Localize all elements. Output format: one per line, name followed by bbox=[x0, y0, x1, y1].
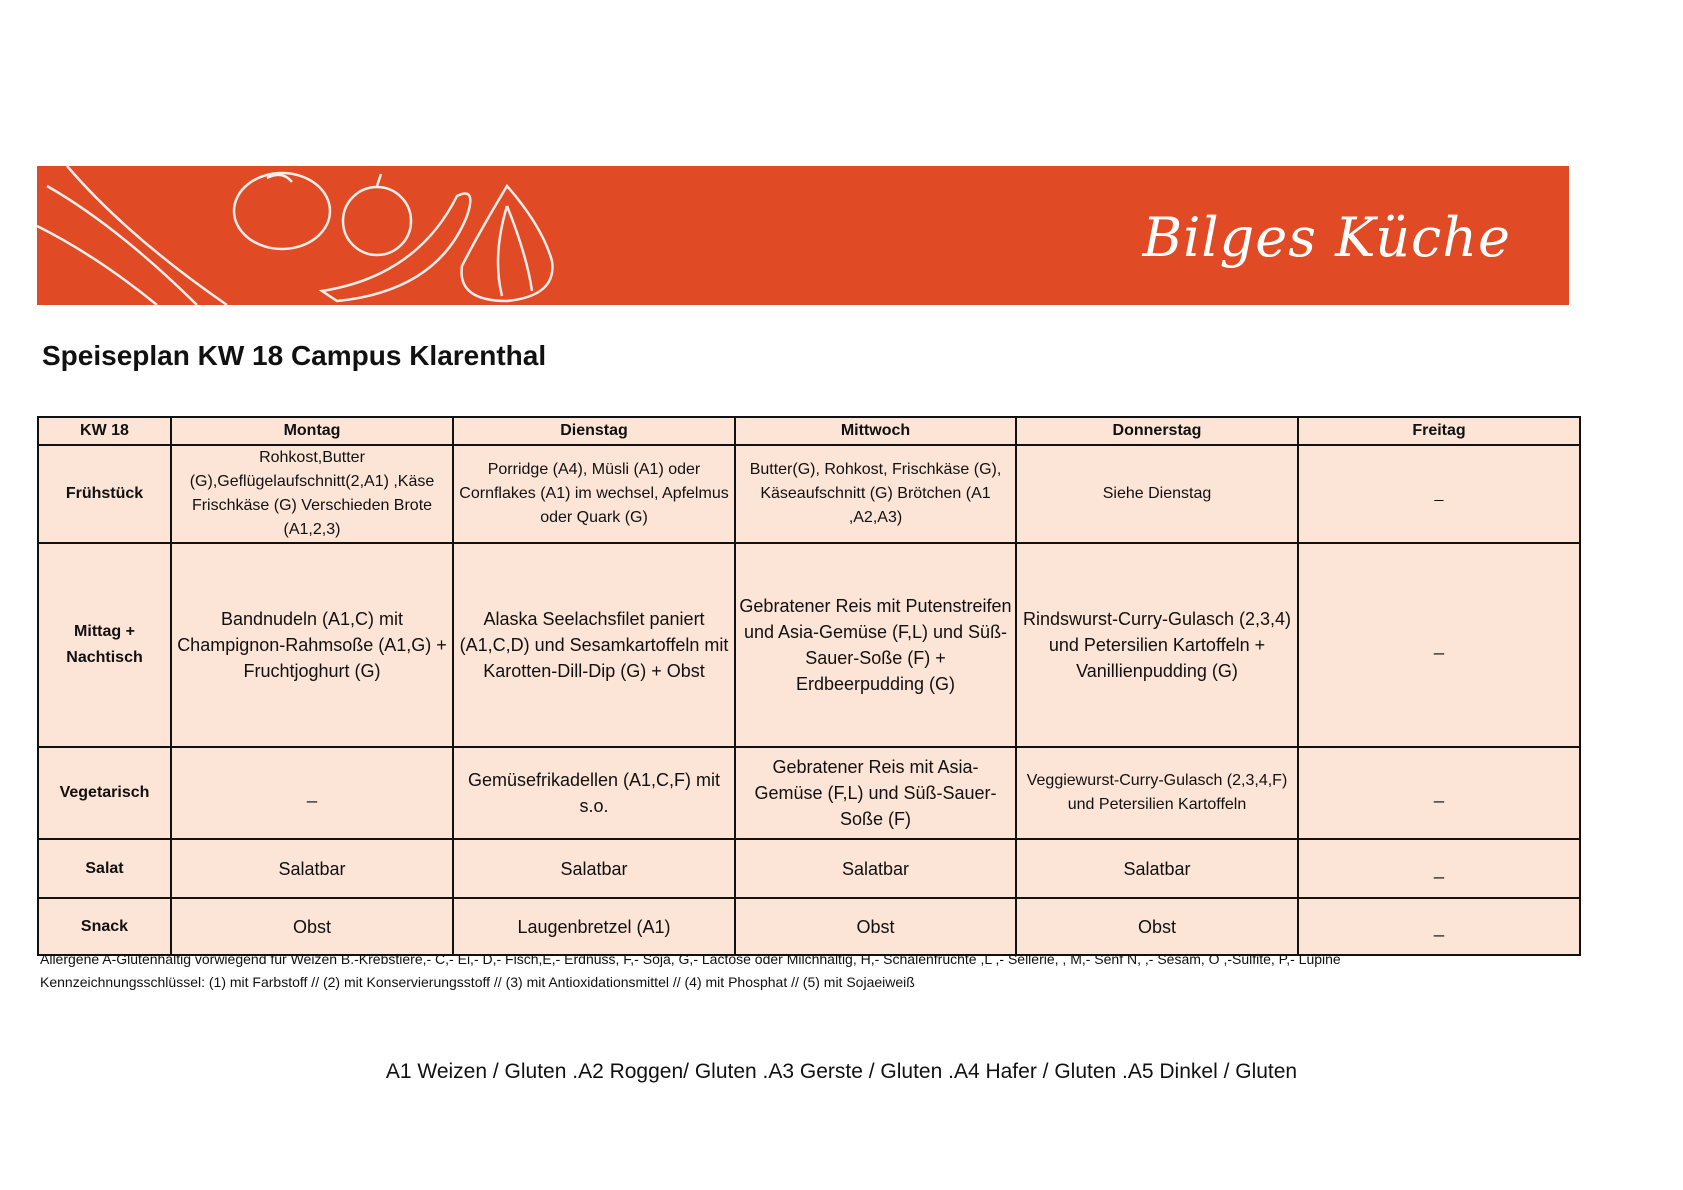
row-label: Frühstück bbox=[38, 445, 171, 543]
table-cell: _ bbox=[1298, 839, 1580, 898]
table-cell: Porridge (A4), Müsli (A1) oder Cornflakes (A1) im wechsel, Apfelmus oder Quark (G) bbox=[453, 445, 735, 543]
table-cell: Salatbar bbox=[171, 839, 453, 898]
table-cell: _ bbox=[1298, 747, 1580, 839]
header-montag: Montag bbox=[171, 417, 453, 445]
table-row bbox=[38, 445, 1580, 543]
gluten-legend: A1 Weizen / Gluten .A2 Roggen/ Gluten .A3 Gerste / Gluten .A4 Hafer / Gluten .A5 Dinkel / Gluten bbox=[385, 1060, 1298, 1083]
table-cell: Obst bbox=[1016, 898, 1298, 955]
table-cell: _ bbox=[1298, 898, 1580, 955]
header-donnerstag: Donnerstag bbox=[1016, 417, 1298, 445]
table-row bbox=[38, 543, 1580, 747]
table-cell: Obst bbox=[735, 898, 1016, 955]
table-cell: Gemüsefrikadellen (A1,C,F) mit s.o. bbox=[453, 747, 735, 839]
header-mittwoch: Mittwoch bbox=[735, 417, 1016, 445]
table-cell: Rohkost,Butter (G),Geflügelaufschnitt(2,A1) ,Käse Frischkäse (G) Verschieden Brote (A1,2,3) bbox=[171, 445, 453, 543]
row-label: Mittag + Nachtisch bbox=[38, 543, 171, 747]
allergen-footnote: Allergene A-Glutenhaltig vorwiegend für Weizen B.-Krebstiere,- C,- Ei,- D,- Fisch,E,- Erdnuss, F,- Soja, G,- Lactose oder Milchhaltig, H,- Schalenfrüchte ,L ,- Sellerie, , M,- Senf N, ,- Sesam, O ,-Sulfite, P,- Lupine bbox=[40, 951, 1341, 967]
table-row bbox=[38, 747, 1580, 839]
additive-key-footnote: Kennzeichnungsschlüssel: (1) mit Farbstoff // (2) mit Konservierungsstoff // (3) mit Antioxidationsmittel // (4) mit Phosphat // (5) mit Sojaeiweiß bbox=[40, 974, 915, 990]
table-cell: Bandnudeln (A1,C) mit Champignon-Rahmsoße (A1,G) + Fruchtjoghurt (G) bbox=[171, 543, 453, 747]
table-cell: Siehe Dienstag bbox=[1016, 445, 1298, 543]
table-cell: Obst bbox=[171, 898, 453, 955]
table-row bbox=[38, 839, 1580, 898]
table-cell: Alaska Seelachsfilet paniert (A1,C,D) und Sesamkartoffeln mit Karotten-Dill-Dip (G) + Obst bbox=[453, 543, 735, 747]
page-title: Speiseplan KW 18 Campus Klarenthal bbox=[42, 340, 547, 371]
row-label: Snack bbox=[38, 898, 171, 955]
table-cell: Butter(G), Rohkost, Frischkäse (G), Käseaufschnitt (G) Brötchen (A1 ,A2,A3) bbox=[735, 445, 1016, 543]
row-label: Vegetarisch bbox=[38, 747, 171, 839]
brand-logo: Bilges Küche bbox=[1142, 206, 1511, 269]
table-header-row bbox=[38, 417, 1580, 445]
table-cell: Salatbar bbox=[1016, 839, 1298, 898]
table-row bbox=[38, 898, 1580, 955]
table-cell: Salatbar bbox=[453, 839, 735, 898]
table-cell: Gebratener Reis mit Asia-Gemüse (F,L) und Süß-Sauer-Soße (F) bbox=[735, 747, 1016, 839]
header-banner bbox=[37, 166, 1569, 305]
header-dienstag: Dienstag bbox=[453, 417, 735, 445]
table-cell: Gebratener Reis mit Putenstreifen und Asia-Gemüse (F,L) und Süß-Sauer-Soße (F) + Erdbeerpudding (G) bbox=[735, 543, 1016, 747]
menu-table bbox=[37, 416, 1581, 956]
table-cell: _ bbox=[1298, 543, 1580, 747]
row-label: Salat bbox=[38, 839, 171, 898]
header-week: KW 18 bbox=[38, 417, 171, 445]
table-cell: Rindswurst-Curry-Gulasch (2,3,4) und Petersilien Kartoffeln + Vanillienpudding (G) bbox=[1016, 543, 1298, 747]
vegetables-illustration-icon bbox=[37, 166, 557, 305]
table-cell: Salatbar bbox=[735, 839, 1016, 898]
table-cell: _ bbox=[171, 747, 453, 839]
table-cell: _ bbox=[1298, 445, 1580, 543]
table-cell: Laugenbretzel (A1) bbox=[453, 898, 735, 955]
header-freitag: Freitag bbox=[1298, 417, 1580, 445]
table-cell: Veggiewurst-Curry-Gulasch (2,3,4,F) und Petersilien Kartoffeln bbox=[1016, 747, 1298, 839]
